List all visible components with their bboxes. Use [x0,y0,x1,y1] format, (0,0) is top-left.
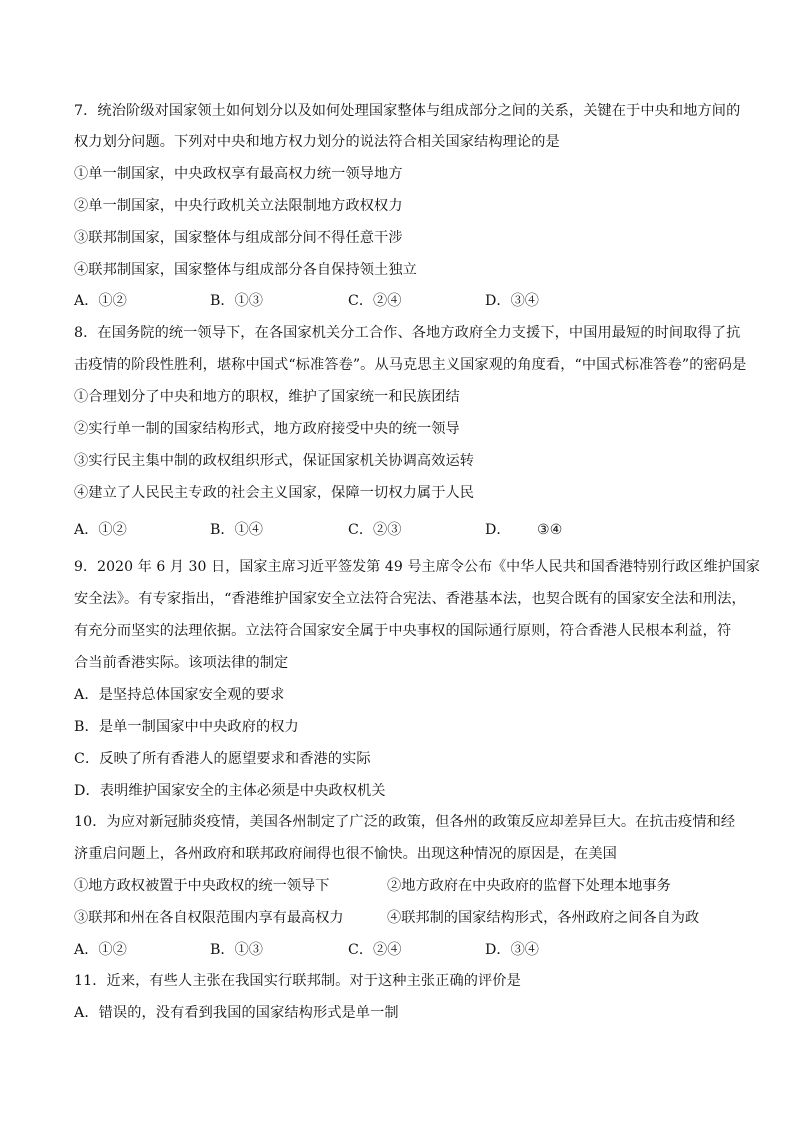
q11-choice-a: A．错误的，没有看到我国的国家结构形式是单一制 [74,1005,399,1021]
q7-option-c: C．②④ [348,293,402,309]
q9-stem-line3: 有充分而坚实的法理依据。立法符合国家安全属于中央事权的国际通行原则，符合香港人民根本利益，符 [74,623,732,639]
q10-option-b: B．①③ [210,942,263,958]
q9-stem-line4: 合当前香港实际。该项法律的制定 [74,655,289,671]
q8-option-a: A．①② [74,522,127,538]
q10-option-a: A．①② [74,942,127,958]
q9-stem-line2: 安全法》。有专家指出，“香港维护国家安全立法符合宪法、香港基本法，也契合既有的国家安全法和刑法， [74,591,746,607]
q8-item-3: ③实行民主集中制的政权组织形式，保证国家机关协调高效运转 [74,453,475,469]
q10-stem-line2: 济重启问题上，各州政府和联邦政府闹得也很不愉快。出现这种情况的原因是，在美国 [74,846,617,862]
q9-choice-d: D．表明维护国家安全的主体必须是中央政权机关 [74,783,386,799]
q8-option-b: B．①④ [210,522,263,538]
q10-option-d: D．③④ [485,942,539,958]
q10-item-1: ①地方政权被置于中央政权的统一领导下 [74,878,330,894]
q10-stem-line1: 10．为应对新冠肺炎疫情，美国各州制定了广泛的政策，但各州的政策反应却差异巨大。在抗击疫情和经 [74,814,736,830]
q10-item-4: ④联邦制的国家结构形式，各州政府之间各自为政 [387,910,700,926]
q8-item-2: ②实行单一制的国家结构形式，地方政府接受中央的统一领导 [74,421,460,437]
q8-stem-line2: 击疫情的阶段性胜利，堪称中国式“标准答卷”。从马克思主义国家观的角度看，“中国式标准答卷”的密码是 [74,357,747,373]
q7-item-2: ②单一制国家，中央行政机关立法限制地方政权权力 [74,198,403,214]
q7-item-1: ①单一制国家，中央政权享有最高权力统一领导地方 [74,166,403,182]
q9-choice-a: A．是坚持总体国家安全观的要求 [74,687,285,703]
q7-option-a: A．①② [74,293,127,309]
q11-stem-line1: 11．近来，有些人主张在我国实行联邦制。对于这种主张正确的评价是 [74,973,521,989]
q8-option-d-label: D． [485,522,511,538]
q8-stem-line1: 8．在国务院的统一领导下，在各国家机关分工合作、各地方政府全力支援下，中国用最短的时间取得了抗 [74,325,741,341]
q8-option-d-value: ③④ [537,522,563,538]
q8-item-1: ①合理划分了中央和地方的职权，维护了国家统一和民族团结 [74,389,460,405]
q9-stem-line1: 9．2020 年 6 月 30 日，国家主席习近平签发第 49 号主席令公布《中华人民共和国香港特别行政区维护国家 [74,559,761,575]
q7-item-3: ③联邦制国家，国家整体与组成部分间不得任意干涉 [74,230,403,246]
q7-stem-line2: 权力划分问题。下列对中央和地方权力划分的说法符合相关国家结构理论的是 [74,134,560,150]
q8-option-c: C．②③ [348,522,402,538]
q7-option-d: D．③④ [485,293,539,309]
q10-option-c: C．②④ [348,942,402,958]
q10-item-2: ②地方政府在中央政府的监督下处理本地事务 [387,878,671,894]
q7-item-4: ④联邦制国家，国家整体与组成部分各自保持领土独立 [74,262,417,278]
q7-option-b: B．①③ [210,293,263,309]
q9-choice-c: C．反映了所有香港人的愿望要求和香港的实际 [74,751,371,767]
q8-item-4: ④建立了人民民主专政的社会主义国家，保障一切权力属于人民 [74,485,475,501]
q7-stem-line1: 7．统治阶级对国家领土如何划分以及如何处理国家整体与组成部分之间的关系，关键在于中央和地方间的 [74,103,741,119]
q9-choice-b: B．是单一制国家中中央政府的权力 [74,719,299,735]
q10-item-3: ③联邦和州在各自权限范围内享有最高权力 [74,910,344,926]
